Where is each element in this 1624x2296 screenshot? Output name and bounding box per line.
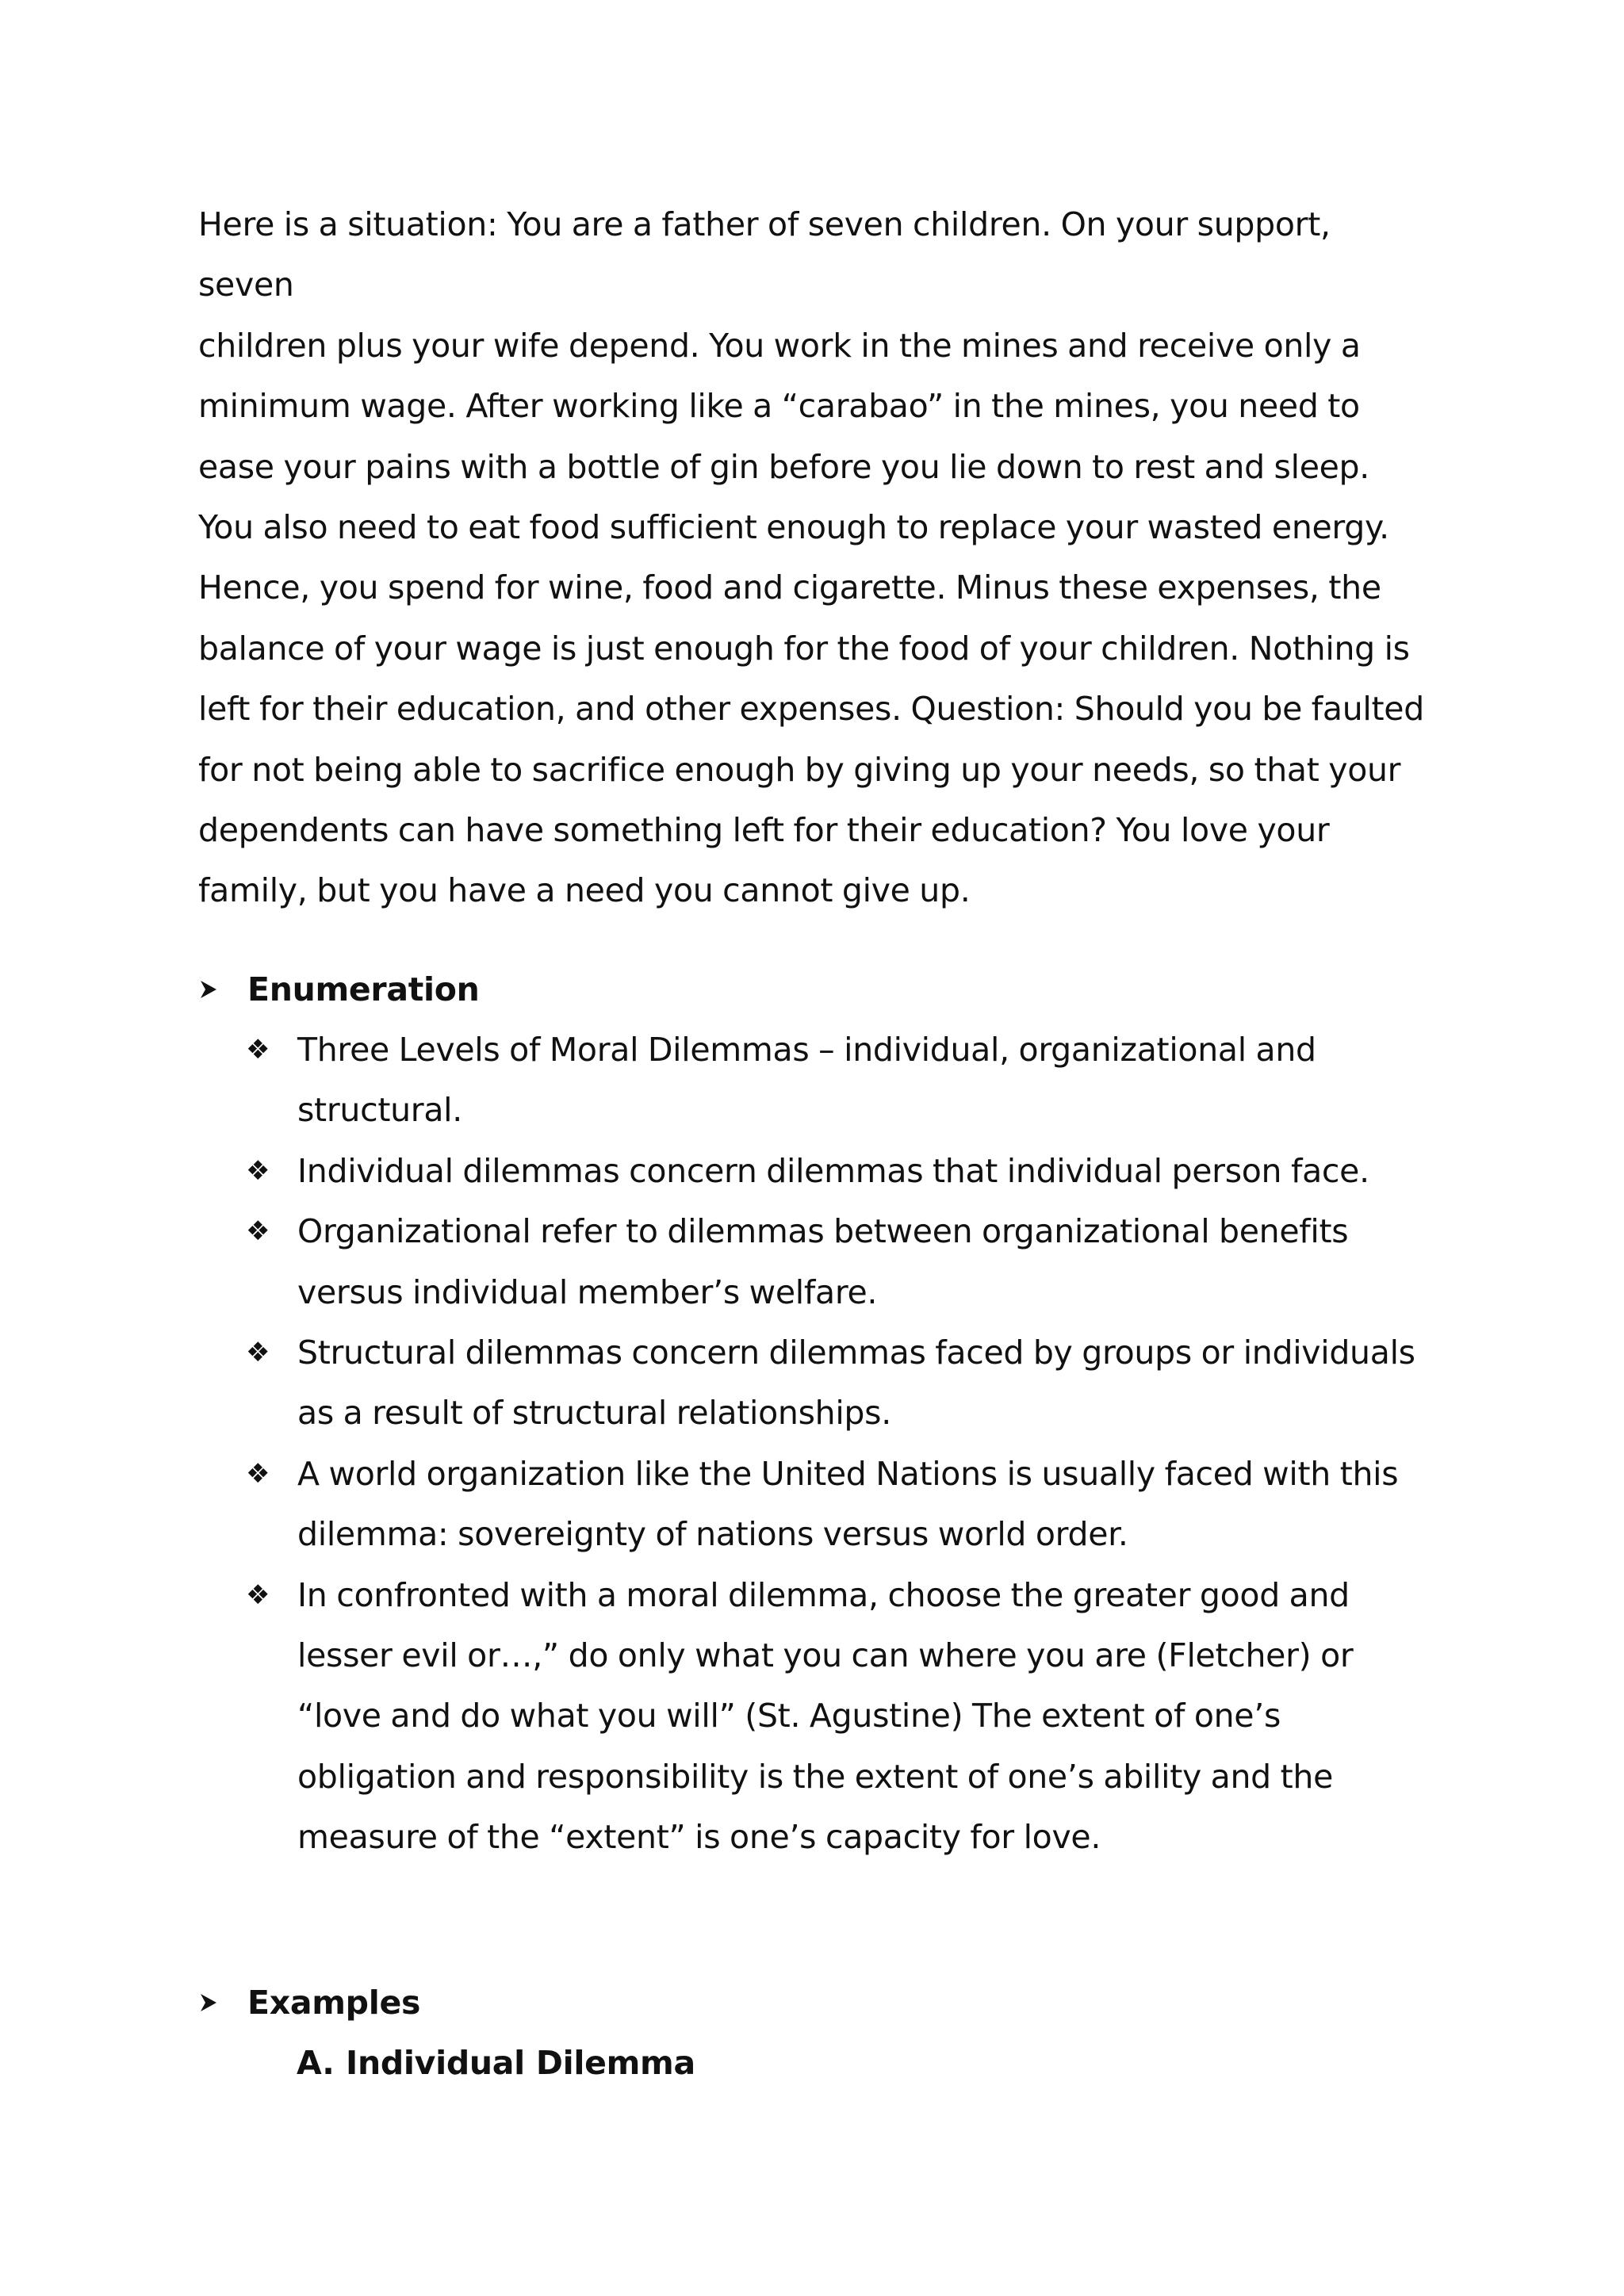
intro-line: dependents can have something left for their education? You love your bbox=[198, 811, 1330, 850]
intro-line: minimum wage. After working like a “carabao” in the mines, you need to bbox=[198, 387, 1360, 426]
enumeration-heading-row bbox=[198, 959, 1435, 1020]
intro-line: for not being able to sacrifice enough by giving up your needs, so that your bbox=[198, 750, 1401, 789]
diamond-bullet-icon: ❖ bbox=[246, 1034, 270, 1066]
examples-heading: Examples bbox=[247, 1984, 421, 2022]
subheading-individual-dilemma bbox=[198, 2033, 1435, 2093]
examples-heading-row bbox=[198, 1973, 1435, 2033]
intro-line: family, but you have a need you cannot give up. bbox=[198, 871, 971, 910]
intro-line: left for their education, and other expenses. Question: Should you be faulted bbox=[198, 690, 1424, 729]
intro-paragraph bbox=[198, 194, 1435, 921]
intro-line: ease your pains with a bottle of gin before you lie down to rest and sleep. bbox=[198, 447, 1369, 486]
list-item: ❖ Structural dilemmas concern dilemmas faced by groups or individuals as a result of structural relationships. bbox=[246, 1322, 1435, 1444]
subheading-letter: A. bbox=[297, 2044, 335, 2082]
list-item: ❖ Individual dilemmas concern dilemmas that individual person face. bbox=[246, 1141, 1435, 1201]
enumeration-section bbox=[198, 959, 1435, 1868]
list-item: ❖ Three Levels of Moral Dilemmas – individual, organizational and structural. bbox=[246, 1020, 1435, 1141]
subheading-text: Individual Dilemma bbox=[346, 2044, 695, 2082]
diamond-bullet-icon: ❖ bbox=[246, 1337, 270, 1369]
intro-line: Here is a situation: You are a father of seven children. On your support, seven bbox=[198, 205, 1331, 304]
list-item: ❖ Organizational refer to dilemmas between organizational benefits versus individual member’s welfare. bbox=[246, 1201, 1435, 1322]
diamond-bullet-icon: ❖ bbox=[246, 1578, 270, 1611]
intro-line: You also need to eat food sufficient enough to replace your wasted energy. bbox=[198, 508, 1389, 547]
diamond-bullet-icon: ❖ bbox=[246, 1154, 270, 1187]
diamond-bullet-icon: ❖ bbox=[246, 1457, 270, 1490]
diamond-bullet-icon: ❖ bbox=[246, 1215, 270, 1248]
examples-section bbox=[198, 1973, 1435, 2093]
intro-line: balance of your wage is just enough for the food of your children. Nothing is bbox=[198, 629, 1410, 668]
list-item: ❖ In confronted with a moral dilemma, choose the greater good and lesser evil or…,” do only what you can where you are (Fletcher) or “love and do what you will” (St. Agustine) The extent of one’s obligation and responsibility is the extent of one’s ability and the measure of the “extent” is one’s capacity for love. bbox=[246, 1565, 1435, 1868]
intro-line: Hence, you spend for wine, food and cigarette. Minus these expenses, the bbox=[198, 568, 1381, 607]
arrow-bullet-icon bbox=[198, 1992, 247, 2013]
list-item: ❖ A world organization like the United Nations is usually faced with this dilemma: sovereignty of nations versus world order. bbox=[246, 1444, 1435, 1565]
arrow-bullet-icon bbox=[198, 979, 247, 1000]
intro-line: children plus your wife depend. You work in the mines and receive only a bbox=[198, 326, 1361, 365]
enumeration-heading: Enumeration bbox=[247, 970, 480, 1008]
enumeration-list bbox=[198, 1020, 1435, 1868]
